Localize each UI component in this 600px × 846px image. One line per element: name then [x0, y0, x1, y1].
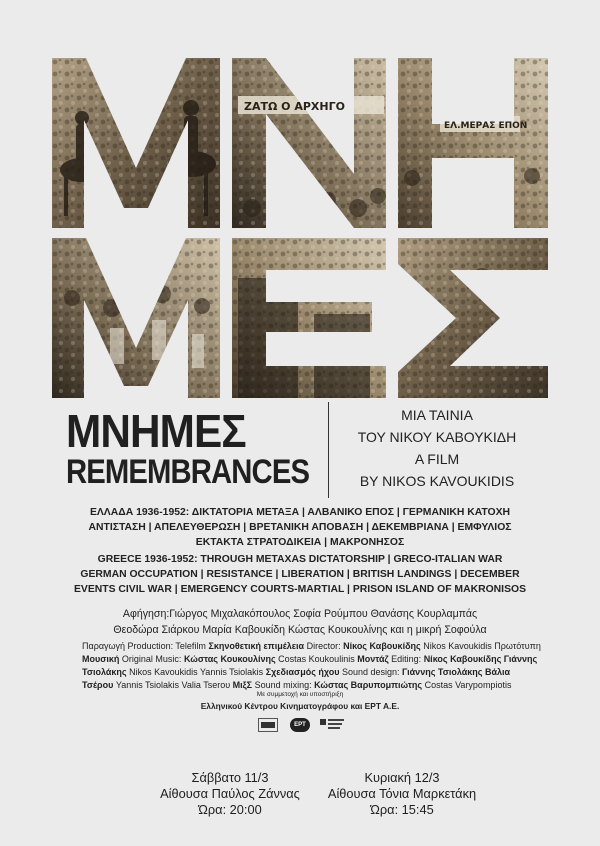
film-credit-line: ΤΟΥ ΝΙΚΟΥ ΚΑΒΟΥΚΙΔΗ: [357, 429, 517, 445]
crew-text: Editing:: [388, 654, 424, 664]
support-credit: [0, 690, 600, 712]
screening-venue: Αίθουσα Τόνια Μαρκετάκη: [327, 786, 477, 801]
crew-text: Nikos Kavoukidis Πρωτότυπη: [420, 641, 541, 651]
film-credit-line: BY NIKOS KAVOUKIDIS: [359, 473, 515, 489]
description-line: ΑΝΤΙΣΤΑΣΗ | ΑΠΕΛΕΥΘΕΡΩΣΗ | ΒΡΕΤΑΝΙΚΗ ΑΠΟΒΑΣΗ | ΔΕΚΕΜΒΡΙΑΝΑ | ΕΜΦΥΛΙΟΣ: [88, 522, 512, 533]
sponsor-logos: [258, 718, 348, 732]
crew-text: Sound design:: [339, 667, 403, 677]
title-greek: ΜΝΗΜΕΣ: [66, 405, 246, 457]
title-divider: [328, 402, 329, 498]
support-label: Με συμμετοχή και υποστήριξη: [256, 691, 344, 698]
crew-text: Costas Koukoulinis: [275, 654, 358, 664]
screening-venue: Αίθουσα Παύλος Ζάννας: [160, 786, 300, 801]
crew-text: Costas Varypompiotis: [422, 680, 512, 690]
film-credit-line: ΜΙΑ ΤΑΙΝΙΑ: [401, 407, 473, 423]
crew-text: Original Music:: [119, 654, 184, 664]
crew-line: [82, 666, 552, 679]
crew-role: Σκηνοθετική επιμέλεια: [208, 641, 305, 651]
description-line: ΕΚΤΑΚΤΑ ΣΤΡΑΤΟΔΙΚΕΙΑ | ΜΑΚΡΟΝΗΣΟΣ: [195, 537, 405, 548]
crew-person: Κώστας Βαρυπομπιώτης: [314, 680, 423, 690]
banner-sign-text: ΖΑΤΩ Ο ΑΡΧΗΓΟ: [244, 100, 345, 113]
film-credit: [330, 404, 544, 492]
crew-text: Yannis Tsiolakis Valia Tseroυ: [113, 680, 233, 690]
banner-truck-text: ΕΛ.ΜΕΡΑΣ ΕΠΟΝ: [444, 121, 528, 131]
crew-text: Nikos Kavoukidis Yannis Tsiolakis: [126, 667, 266, 677]
screening-sunday: [292, 770, 512, 818]
crew-person: Νίκος Καβουκίδης: [343, 641, 421, 651]
narration-line: Αφήγηση:Γιώργος Μιχαλακόπουλος Σοφία Ρούμπου Θανάσης Κουρλαμπάς: [122, 608, 478, 620]
crew-role: ΜιξΣ: [232, 680, 253, 690]
title-english: REMEMBRANCES: [66, 453, 310, 491]
hero-photo-letters: [52, 58, 552, 398]
description-line: GREECE 1936-1952: THROUGH METAXAS DICTATORSHIP | GRECO-ITALIAN WAR: [97, 554, 503, 565]
crew-text: Director:: [304, 641, 344, 651]
narration-line: Θεοδώρα Σιάρκου Μαρία Καβουκίδη Κώστας Κουκουλίνης και η μικρή Σοφούλα: [113, 624, 487, 636]
description-line: ΕΛΛΑΔΑ 1936-1952: ΔΙΚΤΑΤΟΡΙΑ ΜΕΤΑΞΑ | ΑΛΒΑΝΙΚΟ ΕΠΟΣ | ΓΕΡΜΑΝΙΚΗ ΚΑΤΟΧΗ: [89, 507, 511, 518]
screening-time: Ώρα: 20:00: [198, 802, 262, 817]
cultural-logo-icon: [320, 718, 346, 732]
crew-text: Sound mixing:: [252, 680, 315, 690]
hero-letters-graphic: [52, 58, 552, 398]
crew-person: Κώστας Κουκουλίνης: [183, 654, 276, 664]
crew-credits: [82, 640, 552, 692]
screening-time: Ώρα: 15:45: [370, 802, 434, 817]
crew-text: Παραγωγή Production: Telefilm: [82, 641, 209, 651]
narration-credits: [20, 606, 580, 638]
support-organizations: Ελληνικού Κέντρου Κινηματογράφου και ΕΡΤ Α.Ε.: [200, 701, 400, 711]
description-greek: [24, 505, 576, 550]
crew-person: Τσιολάκης: [82, 667, 127, 677]
crew-role: Μοντάζ: [357, 654, 389, 664]
ert-logo-icon: ΕΡΤ: [290, 718, 310, 732]
crew-role: Σχεδιασμός ήχου: [265, 667, 340, 677]
crew-person: Νίκος Καβουκίδης Γιάννης: [423, 654, 538, 664]
crew-person: Τσέρου: [82, 680, 114, 690]
film-credit-line: A FILM: [414, 451, 460, 467]
description-line: EVENTS CIVIL WAR | EMERGENCY COURTS-MARTIAL | PRISON ISLAND OF MAKRONISOS: [73, 584, 527, 595]
screening-date: Σάββατο 11/3: [191, 770, 269, 785]
crew-person: Γιάννης Τσιολάκης Βάλια: [402, 667, 511, 677]
screening-date: Κυριακή 12/3: [364, 770, 440, 785]
description-line: GERMAN OCCUPATION | RESISTANCE | LIBERATION | BRITISH LANDINGS | DECEMBER: [80, 569, 520, 580]
description-english: [24, 552, 576, 597]
crew-line: [82, 653, 552, 666]
film-centre-logo-icon: [258, 718, 278, 732]
crew-role: Μουσική: [82, 654, 120, 664]
crew-line: [82, 640, 552, 653]
